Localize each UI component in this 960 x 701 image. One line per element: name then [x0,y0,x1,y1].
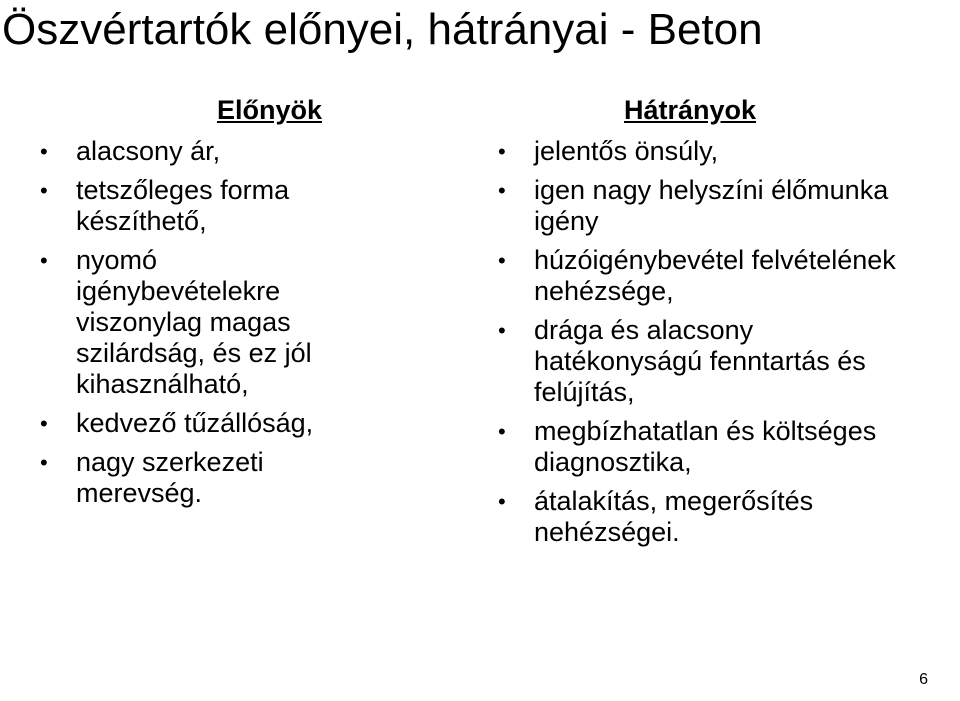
advantages-column [40,92,322,509]
advantage-item: • alacsony ár, [40,136,322,167]
advantage-item: • nagy szerkezeti merevség. [40,447,322,509]
page-number: 6 [919,671,928,688]
disadvantage-item: • drága és alacsony hatékonyságú fenntartás és felújítás, [498,315,918,408]
disadvantage-item: • megbízhatatlan és költséges diagnosztika, [498,416,918,478]
advantage-item: • kedvező tűzállóság, [40,408,322,439]
disadvantages-heading: Hátrányok [624,95,757,125]
advantages-heading: Előnyök [216,95,322,125]
disadvantage-item: • igen nagy helyszíni élőmunka igény [498,175,918,237]
slide-title: Öszvértartók előnyei, hátrányai - Beton [2,5,763,54]
advantage-item: • nyomó igénybevételekre viszonylag magas szilárdság, és ez jól kihasználható, [40,245,322,400]
disadvantage-item: • húzóigénybevétel felvételének nehézsége, [498,245,918,307]
disadvantages-list [498,136,918,548]
advantages-list [40,136,322,509]
disadvantage-item: • jelentős önsúly, [498,136,918,167]
disadvantage-item: • átalakítás, megerősítés nehézségei. [498,486,918,548]
advantage-item: • tetszőleges forma készíthető, [40,175,322,237]
disadvantages-column [498,92,918,548]
